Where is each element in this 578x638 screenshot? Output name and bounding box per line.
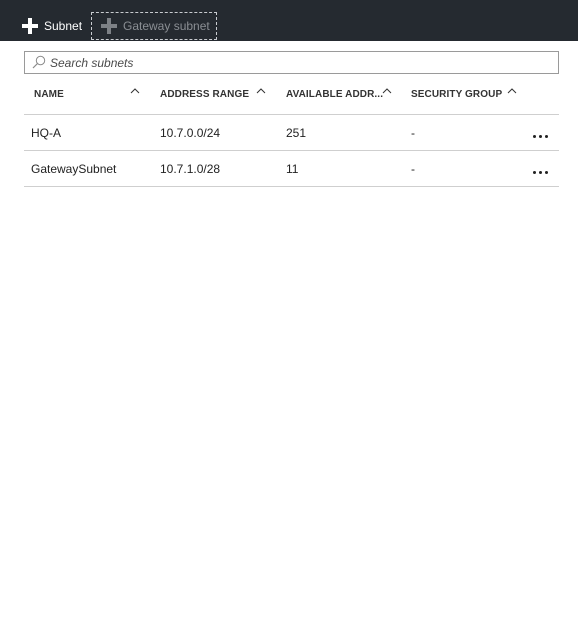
available-addresses: 251 [286, 126, 307, 140]
security-group: - [411, 162, 415, 176]
plus-icon [22, 18, 38, 34]
chevron-up-icon[interactable] [256, 87, 266, 94]
table-row[interactable] [24, 115, 559, 151]
column-header-available-addresses[interactable]: AVAILABLE ADDR... [286, 89, 384, 100]
address-range: 10.7.1.0/28 [160, 162, 221, 176]
ellipsis-icon[interactable] [533, 171, 549, 175]
subnet-name: HQ-A [31, 126, 61, 140]
search-input[interactable] [50, 53, 550, 72]
table-header [24, 78, 559, 115]
add-subnet-label: Subnet [44, 19, 83, 33]
command-bar [0, 0, 578, 41]
subnets-table [24, 78, 559, 187]
chevron-up-icon[interactable] [382, 87, 392, 94]
available-addresses: 11 [286, 162, 299, 176]
column-header-security-group[interactable]: SECURITY GROUP [411, 89, 503, 100]
column-header-address-range[interactable]: ADDRESS RANGE [160, 89, 250, 100]
security-group: - [411, 126, 415, 140]
subnet-name: GatewaySubnet [31, 162, 117, 176]
table-row[interactable] [24, 151, 559, 187]
column-header-name[interactable]: NAME [34, 89, 64, 100]
search-icon [32, 55, 46, 69]
address-range: 10.7.0.0/24 [160, 126, 221, 140]
add-gateway-subnet-button[interactable] [91, 12, 217, 40]
chevron-up-icon[interactable] [507, 87, 517, 94]
add-gateway-subnet-label: Gateway subnet [123, 19, 210, 33]
search-box[interactable] [24, 51, 559, 74]
plus-icon [101, 18, 117, 34]
chevron-up-icon[interactable] [130, 87, 140, 94]
ellipsis-icon[interactable] [533, 135, 549, 139]
add-subnet-button[interactable] [14, 12, 88, 40]
